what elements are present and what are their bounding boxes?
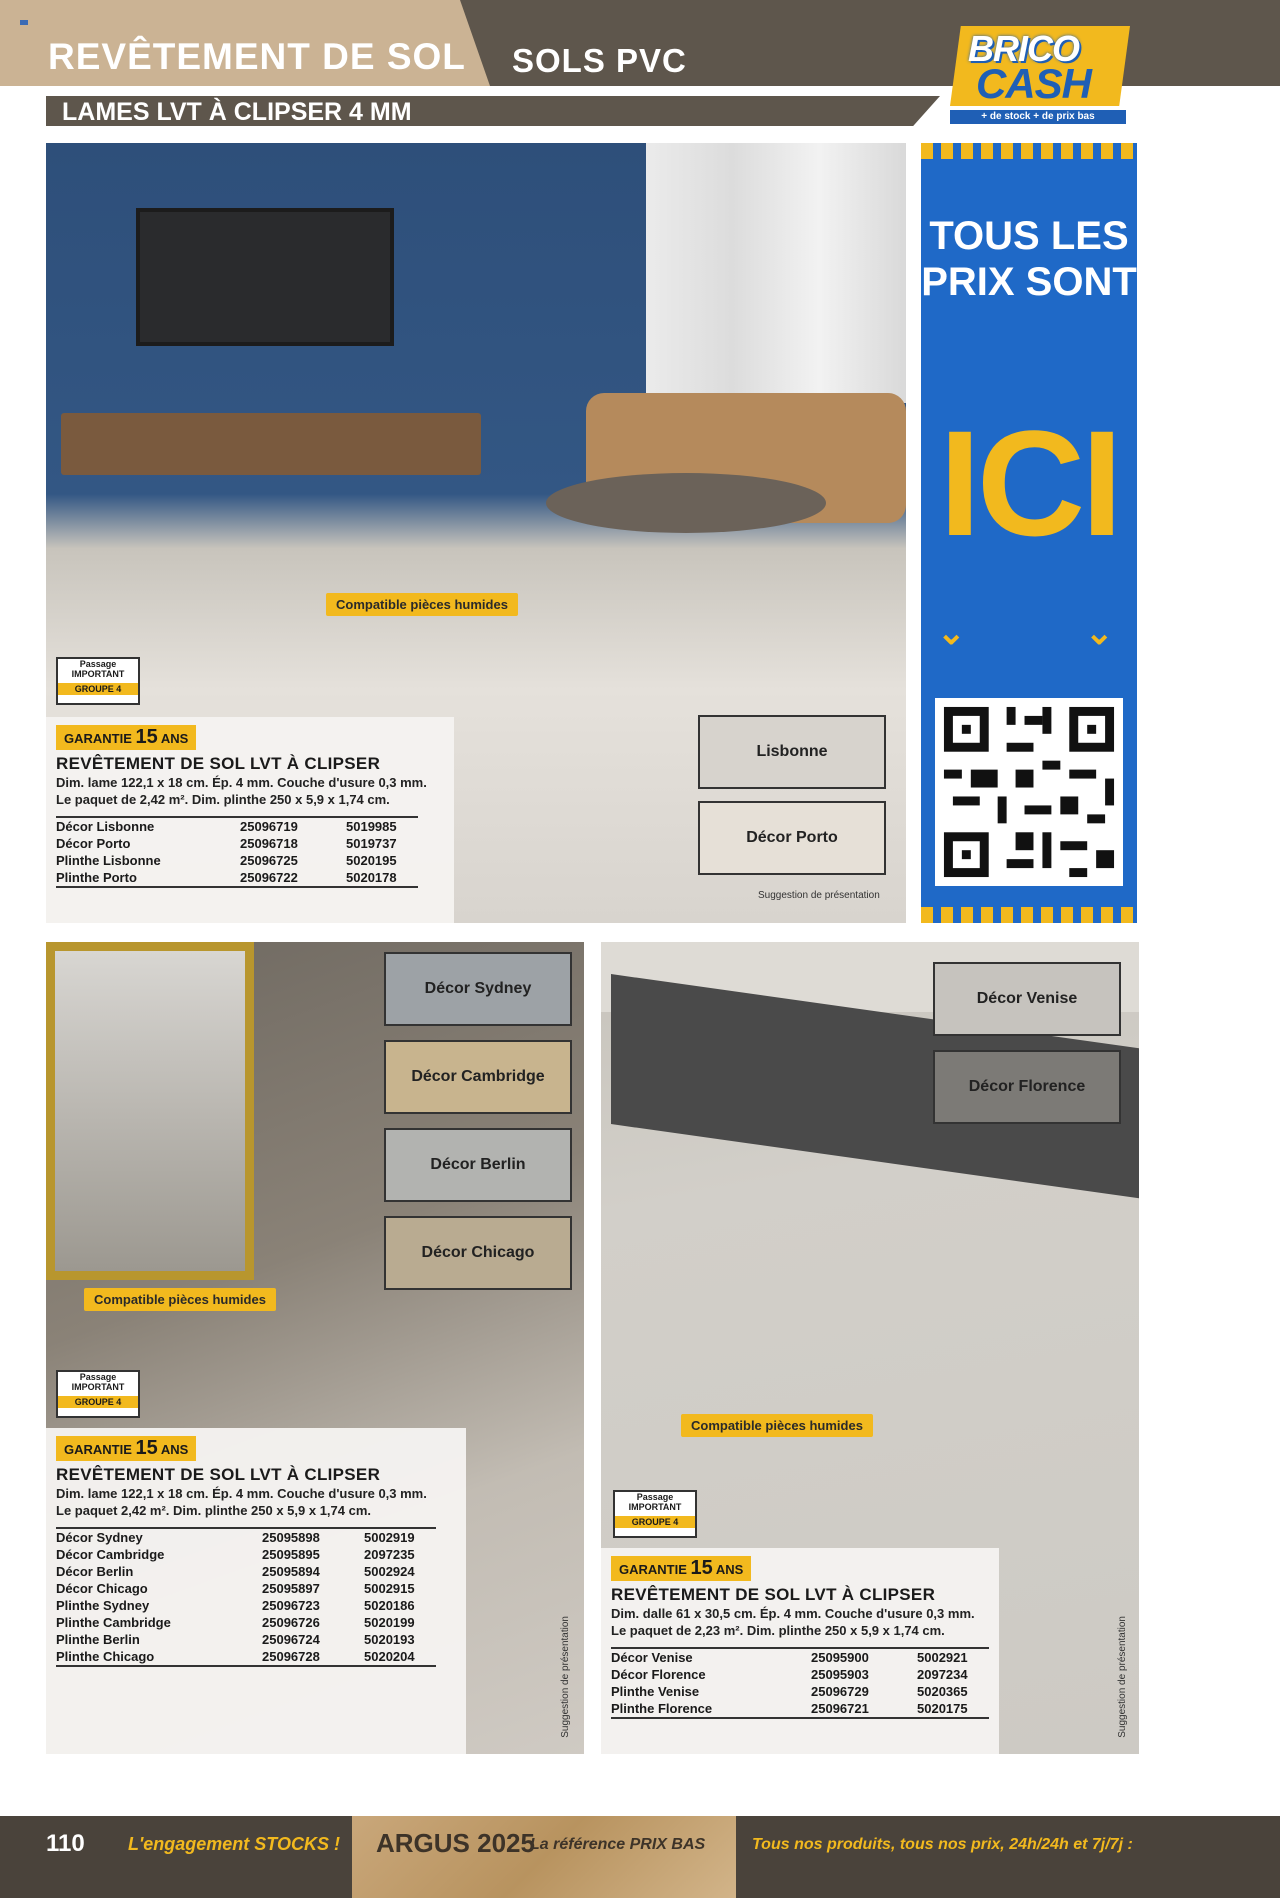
ref-name: Plinthe Berlin [56,1632,140,1647]
ref-code-1: 25095900 [811,1648,917,1666]
guarantee-years: 15 [690,1557,713,1579]
table-row [56,852,418,869]
guarantee-label: GARANTIE [64,1442,132,1457]
ref-code-2: 5002919 [364,1528,436,1546]
ref-name: Décor Porto [56,836,131,851]
ref-name: Plinthe Chicago [56,1648,262,1666]
ref-code-2: 5019737 [346,836,397,851]
ref-code-2: 5020204 [364,1648,436,1666]
ref-name: Décor Sydney [56,1528,262,1546]
ref-code-2: 2097235 [364,1547,415,1562]
banner-stripe-bottom [921,907,1137,923]
side-banner [921,143,1137,923]
passage-important-badge [56,657,140,705]
logo-text-brico: BRICO [968,28,1079,69]
guarantee-label: GARANTIE [619,1562,687,1577]
ref-code-1: 25096729 [811,1684,869,1699]
ref-code-2: 5020193 [364,1632,415,1647]
ref-code-2: 5020195 [346,853,397,868]
guarantee-unit: ANS [715,1562,744,1577]
qr-code-graphic [935,698,1123,886]
ref-code-2: 5020199 [364,1615,415,1630]
ref-name: Décor Florence [611,1667,706,1682]
swatch-chicago: Décor Chicago [384,1216,572,1290]
table-row [56,1546,436,1563]
ref-code-1: 25096724 [262,1632,320,1647]
table-row [56,1580,436,1597]
ref-code-1: 25096719 [240,817,346,835]
humid-room-badge: Compatible pièces humides [326,593,518,616]
ref-code-1: 25096721 [811,1700,917,1718]
product-package: Le paquet 2,42 m². Dim. plinthe 250 x 5,9 x 1,74 cm. [56,1503,372,1518]
ref-name: Plinthe Sydney [56,1598,150,1613]
swatch-berlin: Décor Berlin [384,1128,572,1202]
banner-line-2: PRIX SONT [921,260,1137,304]
ref-code-2: 2097234 [917,1667,968,1682]
swatch-lisbonne: Lisbonne [698,715,886,789]
chevron-down-icon: ⌄ [1085,614,1114,652]
passage-group-label: GROUPE 4 [58,683,138,695]
logo-text-cash: CASH [976,60,1092,107]
product-dimensions: Dim. lame 122,1 x 18 cm. Ép. 4 mm. Couche d'usure 0,3 mm. [56,775,427,790]
passage-group-label: GROUPE 4 [615,1516,695,1528]
swatch-venise: Décor Venise [933,962,1121,1036]
product-title: REVÊTEMENT DE SOL LVT À CLIPSER [611,1585,936,1604]
passage-important-label: IMPORTANT [628,1502,682,1512]
ref-name: Décor Cambridge [56,1547,165,1562]
footer-argus: ARGUS 2025 [376,1828,535,1858]
ref-code-2: 5020178 [346,869,418,887]
ref-code-1: 25096725 [240,853,298,868]
passage-important-label: IMPORTANT [71,669,125,679]
curtain-decor [646,143,906,403]
table-row [56,1528,436,1546]
ref-code-2: 5002921 [917,1648,989,1666]
humid-room-badge: Compatible pièces humides [681,1414,873,1437]
ref-code-1: 25095898 [262,1528,364,1546]
passage-label: Passage [636,1492,674,1502]
banner-ici: ICI [939,399,1119,567]
ref-code-1: 25096722 [240,869,346,887]
swatch-cambridge: Décor Cambridge [384,1040,572,1114]
banner-line-1: TOUS LES [929,214,1129,258]
table-row [611,1700,989,1718]
reference-table [611,1647,989,1719]
ref-name: Décor Lisbonne [56,817,240,835]
ref-code-1: 25095897 [262,1581,320,1596]
guarantee-badge [611,1556,751,1581]
section-title: LAMES LVT À CLIPSER 4 MM [62,98,412,126]
ref-code-2: 5020365 [917,1684,968,1699]
table-row [56,1563,436,1580]
ref-name: Décor Venise [611,1648,811,1666]
passage-important-label: IMPORTANT [71,1382,125,1392]
table-row [56,835,418,852]
ref-code-2: 5002915 [364,1581,415,1596]
ref-code-2: 5020186 [364,1598,415,1613]
banner-text [921,213,1137,305]
product-title: REVÊTEMENT DE SOL LVT À CLIPSER [56,754,381,773]
footer-reference: La référence PRIX BAS [530,1836,706,1853]
presentation-credit: Suggestion de présentation [758,890,880,901]
humid-room-badge: Compatible pièces humides [84,1288,276,1311]
tv-decor [136,208,394,346]
reference-table [56,816,418,888]
guarantee-years: 15 [135,1437,158,1459]
table-row [56,1597,436,1614]
presentation-credit: Suggestion de présentation [1117,1616,1128,1738]
ref-name: Plinthe Venise [611,1684,700,1699]
guarantee-unit: ANS [160,731,189,746]
coffee-table-decor [546,473,826,533]
guarantee-unit: ANS [160,1442,189,1457]
flag-icon [20,20,28,25]
presentation-credit: Suggestion de présentation [560,1616,571,1738]
passage-important-badge [56,1370,140,1418]
ref-code-1: 25096728 [262,1648,364,1666]
product-photo-lisbonne-porto [46,143,906,923]
guarantee-badge [56,725,196,750]
product-package: Le paquet de 2,23 m². Dim. plinthe 250 x 5,9 x 1,74 cm. [611,1623,945,1638]
table-row [56,1631,436,1648]
swatch-florence: Décor Florence [933,1050,1121,1124]
footer-engagement: L'engagement STOCKS ! [128,1834,340,1854]
table-row [56,1648,436,1666]
ref-code-2: 5002924 [364,1564,415,1579]
product-package: Le paquet de 2,42 m². Dim. plinthe 250 x 5,9 x 1,74 cm. [56,792,390,807]
swatch-porto: Décor Porto [698,801,886,875]
page-subtitle: SOLS PVC [512,42,687,79]
ref-code-1: 25095903 [811,1667,869,1682]
passage-important-badge [613,1490,697,1538]
passage-label: Passage [79,659,117,669]
table-row [611,1683,989,1700]
product-info-box [46,717,454,923]
product-info-box [46,1428,466,1754]
ref-code-2: 5020175 [917,1700,989,1718]
guarantee-badge [56,1436,196,1461]
banner-stripe-top [921,143,1137,159]
ref-name: Plinthe Lisbonne [56,853,161,868]
chevron-down-icon: ⌄ [937,614,966,652]
product-title: REVÊTEMENT DE SOL LVT À CLIPSER [56,1465,381,1484]
table-row [611,1666,989,1683]
swatch-sydney: Décor Sydney [384,952,572,1026]
product-photo-sydney-cambridge [46,942,584,1754]
table-row [56,869,418,887]
table-row [56,817,418,835]
page-number: 110 [46,1830,85,1857]
logo-tagline: + de stock + de prix bas [950,110,1126,124]
tv-console-decor [61,413,481,475]
ref-name: Décor Berlin [56,1564,134,1579]
ref-name: Plinthe Florence [611,1700,811,1718]
table-row [56,1614,436,1631]
ref-code-1: 25095895 [262,1547,320,1562]
brico-cash-logo[interactable] [950,26,1130,126]
passage-label: Passage [79,1372,117,1382]
product-photo-venise-florence [601,942,1139,1754]
ref-code-1: 25096723 [262,1598,320,1613]
guarantee-label: GARANTIE [64,731,132,746]
reference-table [56,1527,436,1667]
mirror-decor [46,942,254,1280]
ref-name: Plinthe Cambridge [56,1615,171,1630]
product-dimensions: Dim. dalle 61 x 30,5 cm. Ép. 4 mm. Couche d'usure 0,3 mm. [611,1606,975,1621]
product-dimensions: Dim. lame 122,1 x 18 cm. Ép. 4 mm. Couche d'usure 0,3 mm. [56,1486,427,1501]
guarantee-years: 15 [135,726,158,748]
footer-tagline: Tous nos produits, tous nos prix, 24h/24h et 7j/7j : [752,1836,1133,1853]
ref-code-2: 5019985 [346,817,418,835]
page-title: REVÊTEMENT DE SOL [48,36,466,77]
ref-name: Plinthe Porto [56,869,240,887]
ref-code-1: 25095894 [262,1564,320,1579]
table-row [611,1648,989,1666]
ref-code-1: 25096726 [262,1615,320,1630]
product-info-box [601,1548,999,1754]
ref-code-1: 25096718 [240,836,298,851]
ref-name: Décor Chicago [56,1581,148,1596]
passage-group-label: GROUPE 4 [58,1396,138,1408]
qr-code-icon[interactable] [935,698,1123,886]
